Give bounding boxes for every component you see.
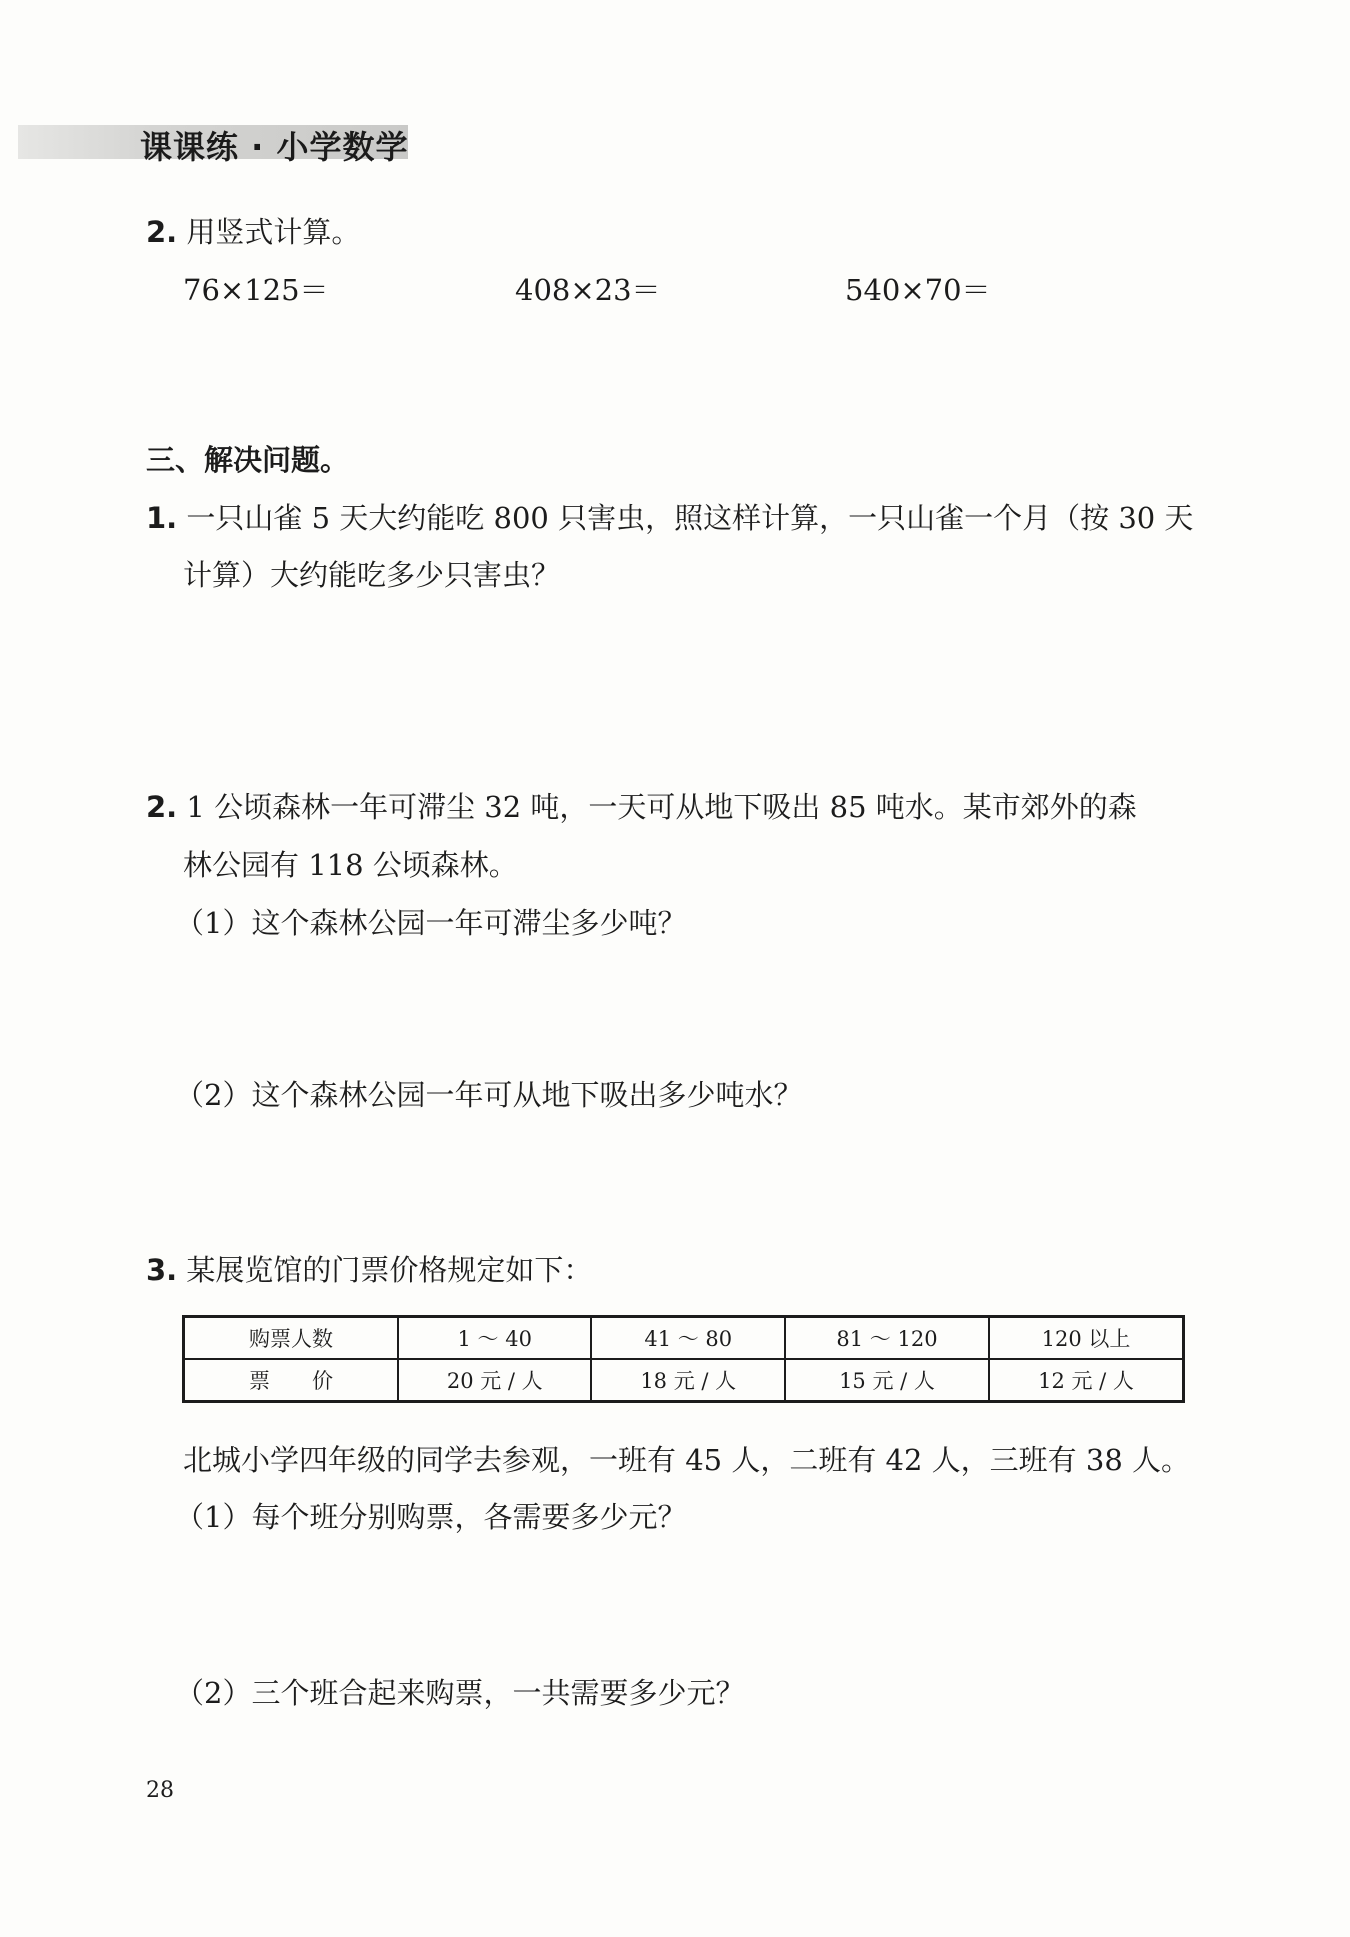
q1-line-2: 计算）大约能吃多少只害虫？: [183, 558, 561, 592]
q3-text: 北城小学四年级的同学去参观，一班有 45 人，二班有 42 人，三班有 38 人。: [183, 1443, 1191, 1477]
range-cell: 41 ～ 80: [591, 1317, 784, 1360]
q2-sub-1: （1）这个森林公园一年可滞尘多少吨？: [175, 906, 687, 940]
calc-question: [146, 212, 360, 252]
question-number: 2.: [146, 215, 178, 249]
q2-text-1: 1 公顷森林一年可滞尘 32 吨，一天可从地下吸出 85 吨水。某市郊外的森: [186, 790, 1137, 824]
price-cell: 20 元 / 人: [398, 1359, 591, 1402]
calc-item-1: 76×125＝: [183, 273, 329, 307]
price-label-cell: 票 价: [184, 1359, 399, 1402]
range-cell: 81 ～ 120: [785, 1317, 989, 1360]
price-cell: 12 元 / 人: [989, 1359, 1184, 1402]
q3-line-1: [146, 1250, 592, 1290]
question-number: 3.: [146, 1253, 178, 1287]
question-number: 1.: [146, 501, 178, 535]
page-header-title: 课课练 · 小学数学: [140, 128, 409, 166]
question-text: 用竖式计算。: [186, 215, 361, 249]
calc-item-3: 540×70＝: [845, 273, 991, 307]
range-cell: 1 ～ 40: [398, 1317, 591, 1360]
range-cell: 120 以上: [989, 1317, 1184, 1360]
table-row: [184, 1317, 1184, 1360]
q1-text-1: 一只山雀 5 天大约能吃 800 只害虫，照这样计算，一只山雀一个月（按 30 天: [186, 501, 1194, 535]
section-title: 三、解决问题。: [146, 443, 350, 477]
question-number: 2.: [146, 790, 178, 824]
q2-line-1: [146, 787, 1137, 827]
page-number: 28: [146, 1778, 174, 1803]
calc-item-2: 408×23＝: [515, 273, 661, 307]
q1-line-1: [146, 498, 1193, 538]
price-cell: 18 元 / 人: [591, 1359, 784, 1402]
ticket-price-table: [182, 1315, 1185, 1403]
q2-line-2: 林公园有 118 公顷森林。: [183, 848, 518, 882]
q3-sub-1: （1）每个班分别购票，各需要多少元？: [175, 1500, 687, 1534]
q2-sub-2: （2）这个森林公园一年可从地下吸出多少吨水？: [175, 1078, 803, 1112]
q3-intro: 某展览馆的门票价格规定如下：: [186, 1253, 593, 1287]
header-label-cell: 购票人数: [184, 1317, 399, 1360]
price-cell: 15 元 / 人: [785, 1359, 989, 1402]
q3-sub-2: （2）三个班合起来购票，一共需要多少元？: [175, 1676, 745, 1710]
table-row: [184, 1359, 1184, 1402]
